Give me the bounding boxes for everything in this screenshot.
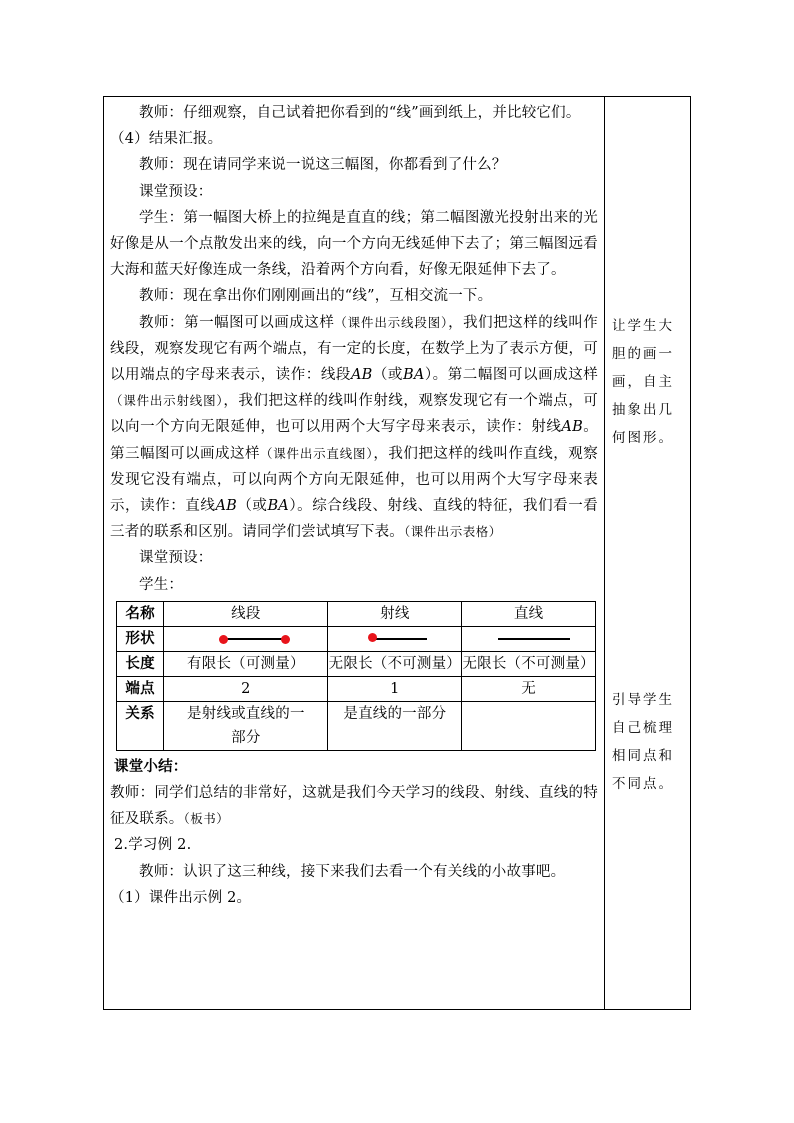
text: （或 <box>236 498 268 515</box>
math-label: AB <box>215 498 237 515</box>
paragraph <box>110 780 598 832</box>
table-cell: 形状 <box>117 626 164 651</box>
math-label: BA <box>267 498 289 515</box>
lesson-content <box>110 100 598 911</box>
segment-line <box>224 638 286 640</box>
table-cell: 无 <box>462 676 596 701</box>
table-cell: 射线 <box>328 601 462 626</box>
text: 教师：第一幅图可以画成这样 <box>139 314 335 331</box>
table-header-row <box>117 601 596 626</box>
paragraph: 教师：认识了这三种线，接下来我们去看一个有关线的小故事吧。 <box>139 863 566 880</box>
paragraph: 课堂预设： <box>139 183 213 200</box>
segment-endpoint-a <box>219 635 228 644</box>
table-row-shape <box>117 626 596 651</box>
paragraph: 学生： <box>139 576 184 593</box>
table-cell: 无限长（不可测量） <box>328 651 462 676</box>
table-cell: 直线 <box>462 601 596 626</box>
courseware-note: （课件出示射线图） <box>110 393 224 409</box>
text: ，我们把这样的线叫作直线，观察发现它没有端点，可以向两个方向无限延伸，也可以用两个大写字母来表示，读作：直线 <box>110 445 598 515</box>
table-row-endpoints <box>117 676 596 701</box>
paragraph: 教师：仔细观察，自己试着把你看到的“线”画到纸上，并比较它们。 <box>139 105 581 121</box>
paragraph <box>110 310 598 546</box>
text: 教师：同学们总结的非常好，这就是我们今天学习的线段、射线、直线的特征及联系。 <box>110 785 598 828</box>
paragraph: 教师：现在拿出你们刚刚画出的“线”，互相交流一下。 <box>139 288 493 305</box>
math-label: BA <box>402 367 425 384</box>
table-cell: 无限长（不可测量） <box>462 651 596 676</box>
segment-endpoint-b <box>281 635 290 644</box>
courseware-note: （课件出示表格） <box>404 524 502 540</box>
table-cell: 长度 <box>117 651 164 676</box>
ray-line <box>373 638 427 640</box>
math-label: AB <box>561 419 583 436</box>
paragraph: （4）结果汇报。 <box>110 131 223 148</box>
paragraph: 2.学习例 2. <box>114 837 192 854</box>
text: ）。综合线段、射线、直线的特征，我们看一看三者的联系和区别。请同学们尝试填写下表。 <box>110 498 599 541</box>
table-row-length <box>117 651 596 676</box>
ray-shape-cell <box>328 626 462 651</box>
text: ，我们把这样的线叫作线段，观察发现它有两个端点，有一定的长度，在数学上为了表示方便，可以用端点的字母来表示，读作：线段 <box>110 314 599 384</box>
paragraph: 学生：第一幅图大桥上的拉绳是直直的线；第二幅图激光投射出来的光好像是从一个点散发出来的线，向一个方向无线延伸下去了；第三幅图远看大海和蓝天好像连成一条线，沿着两个方向看，好像无限延伸下去了。 <box>110 209 598 279</box>
table-row-relation <box>117 701 596 750</box>
text: （或 <box>372 367 403 384</box>
paragraph: 教师：现在请同学来说一说这三幅图，你都看到了什么？ <box>139 157 507 174</box>
table-cell: 线段 <box>164 601 328 626</box>
table-cell: 是射线或直线的一部分 <box>164 701 328 750</box>
table-cell: 是直线的一部分 <box>328 701 462 750</box>
table-cell: 有限长（可测量） <box>164 651 328 676</box>
text: ）。第二幅图可以画成这样 <box>424 367 598 384</box>
blackboard-note: （板书） <box>183 811 230 827</box>
paragraph: 课堂预设： <box>139 550 213 567</box>
teaching-note-1: 让学生大胆的画一画，自主抽象出几何图形。 <box>612 318 674 446</box>
text: ，我们把这样的线叫作射线，观察发现它有一个端点，可以向一个方向无限延伸，也可以用两个大写字母来表示，读作：射线 <box>110 393 598 436</box>
table-cell: 关系 <box>117 701 164 750</box>
summary-title: 课堂小结： <box>114 757 188 775</box>
text: 。第三幅图可以画成这样 <box>110 419 599 462</box>
column-divider <box>604 96 605 1010</box>
table-cell: 2 <box>164 676 328 701</box>
teaching-note-2: 引导学生自己梳理相同点和不同点。 <box>612 692 674 792</box>
straight-line <box>498 638 570 640</box>
math-label: AB <box>350 367 373 384</box>
table-cell: 端点 <box>117 676 164 701</box>
courseware-note: （课件出示线段图） <box>334 314 449 330</box>
table-cell: 1 <box>328 676 462 701</box>
table-cell <box>462 701 596 750</box>
table-cell: 名称 <box>117 601 164 626</box>
segment-shape-cell <box>164 626 328 651</box>
courseware-note: （课件出示直线图） <box>259 445 374 461</box>
line-shape-cell <box>462 626 596 651</box>
comparison-table <box>116 601 596 751</box>
ray-endpoint <box>368 633 377 642</box>
paragraph: （1）课件出示例 2。 <box>110 889 252 906</box>
